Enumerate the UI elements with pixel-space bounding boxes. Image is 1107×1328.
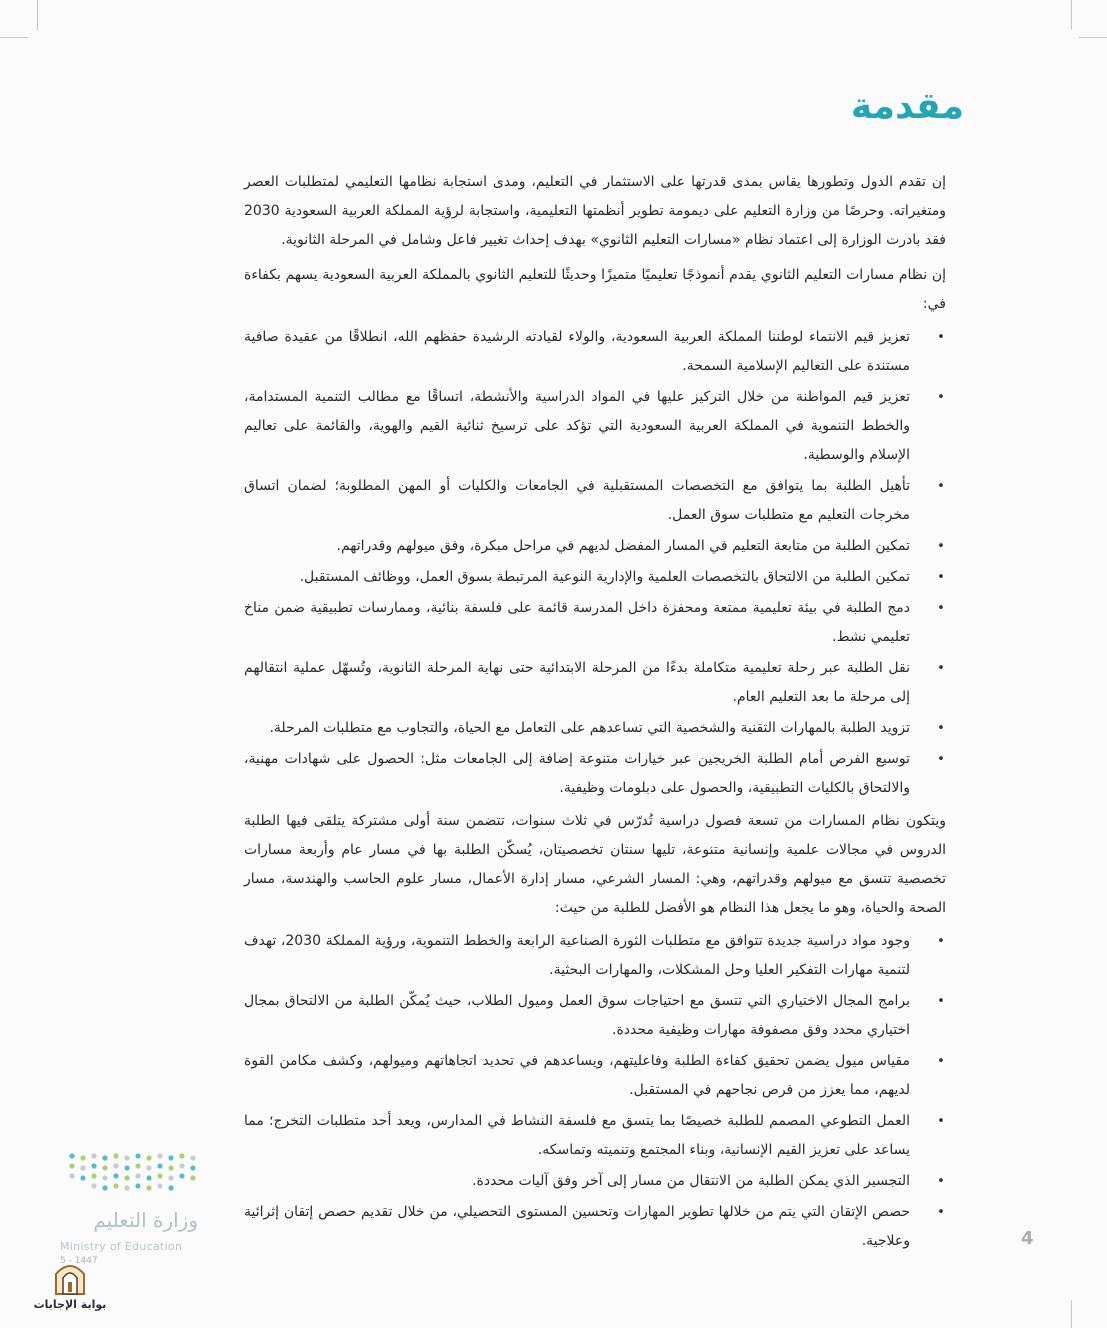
crop-mark xyxy=(37,0,38,30)
intro-paragraph: إن نظام مسارات التعليم الثانوي يقدم أنموذجًا تعليميًا متميزًا وحديثًا للتعليم الثانوي بالمملكة العربية السعودية يسهم بكفاءة في: xyxy=(244,267,946,312)
advantage-item xyxy=(244,1198,946,1256)
advantage-item-text: مقياس ميول يضمن تحقيق كفاءة الطلبة وفاعليتهم، ويساعدهم في تحديد اتجاهاتهم وميولهم، وكشف مكامن القوة لديهم، مما يعزز من فرص نجاحهم في المستقبل. xyxy=(244,1053,910,1098)
page-title: مقدمة xyxy=(850,86,964,127)
ministry-name-ar: وزارة التعليم xyxy=(93,1208,198,1232)
bullet-icon: • xyxy=(937,390,945,405)
crop-mark xyxy=(1079,37,1107,38)
crop-mark xyxy=(1071,1300,1072,1328)
goal-item-text: نقل الطلبة عبر رحلة تعليمية متكاملة بدءًا من المرحلة الابتدائية حتى نهاية المرحلة الثانوية، وتُسهّل عملية انتقالهم إلى مرحلة ما بعد التعليم العام. xyxy=(244,660,910,705)
goal-item xyxy=(244,323,946,381)
goal-item xyxy=(244,654,946,712)
structure-paragraph: ويتكون نظام المسارات من تسعة فصول دراسية تُدرّس في ثلاث سنوات، تتضمن سنة أولى مشتركة يتلقى فيها الطلبة الدروس في مجالات علمية وإنسانية متنوعة، تليها سنتان تخصصيتان، يُسكّن الطلبة بها في مسار عام وأربعة مسارات تخصصية تتسق مع ميولهم وقدراتهم، وهي: المسار الشرعي، مسار إدارة الأعمال، مسار علوم الحاسب والهندسة، مسار الصحة والحياة، وهو ما يجعل هذا النظام هو الأفضل للطلبة من حيث: xyxy=(244,813,946,916)
goals-list xyxy=(244,323,946,803)
bullet-icon: • xyxy=(937,570,945,585)
goal-item xyxy=(244,745,946,803)
bullet-icon: • xyxy=(937,994,945,1009)
goal-item-text: تأهيل الطلبة بما يتوافق مع التخصصات المستقبلية في الجامعات والكليات أو المهن المطلوبة؛ لضمان اتساق مخرجات التعليم مع متطلبات سوق العمل. xyxy=(244,478,910,523)
page-number: 4 xyxy=(1021,1228,1034,1249)
goal-item xyxy=(244,594,946,652)
bullet-icon: • xyxy=(937,330,945,345)
goal-item xyxy=(244,472,946,530)
goal-item xyxy=(244,532,946,561)
bullet-icon: • xyxy=(937,934,945,949)
bullet-icon: • xyxy=(937,479,945,494)
goal-item xyxy=(244,714,946,743)
edition-year: 5 - 1447 xyxy=(60,1256,98,1266)
advantage-item-text: العمل التطوعي المصمم للطلبة خصيصًا بما يتسق مع فلسفة النشاط في المدارس، ويعد أحد متطلبات التخرج؛ مما يساعد على تعزيز القيم الإنسانية، وبناء المجتمع وتنميته وتماسكه. xyxy=(244,1113,910,1158)
goal-item xyxy=(244,563,946,592)
bullet-icon: • xyxy=(937,752,945,767)
goal-item-text: تعزيز قيم الانتماء لوطننا المملكة العربية السعودية، والولاء لقيادته الرشيدة حفظهم الله، انطلاقًا من عقيدة صافية مستندة على التعاليم الإسلامية السمحة. xyxy=(244,329,910,374)
bullet-icon: • xyxy=(937,1174,945,1189)
bullet-icon: • xyxy=(937,721,945,736)
goal-item-text: تمكين الطلبة من الالتحاق بالتخصصات العلمية والإدارية النوعية المرتبطة بسوق العمل، ووظائف المستقبل. xyxy=(299,569,910,585)
goal-item-text: تزويد الطلبة بالمهارات التقنية والشخصية التي تساعدهم على التعامل مع الحياة، والتجاوب مع متطلبات المرحلة. xyxy=(269,720,910,736)
ministry-logo xyxy=(58,1150,198,1260)
goal-item-text: تمكين الطلبة من متابعة التعليم في المسار المفضل لديهم في مراحل مبكرة، وفق ميولهم وقدراتهم. xyxy=(336,538,910,554)
mosque-icon xyxy=(50,1256,90,1296)
advantage-item-text: حصص الإتقان التي يتم من خلالها تطوير المهارات وتحسين المستوى التحصيلي، من خلال تقديم حصص إتقان إثرائية وعلاجية. xyxy=(244,1204,910,1249)
portal-label: بوابة الإجابات xyxy=(33,1298,107,1311)
intro-paragraph: إن تقدم الدول وتطورها يقاس بمدى قدرتها على الاستثمار في التعليم، ومدى استجابة نظامها التعليمي لمتطلبات العصر ومتغيراته. وحرصًا من وزارة التعليم على ديمومة تطوير أنظمتها التعليمية، واستجابة لرؤية المملكة العربية السعودية 2030 فقد بادرت الوزارة إلى اعتماد نظام «مسارات التعليم الثانوي» بهدف إحداث تغيير فاعل وشامل في المرحلة الثانوية. xyxy=(244,174,946,248)
advantage-item-text: التجسير الذي يمكن الطلبة من الانتقال من مسار إلى آخر وفق آليات محددة. xyxy=(472,1173,910,1189)
goal-item-text: تعزيز قيم المواطنة من خلال التركيز عليها في المواد الدراسية والأنشطة، اتساقًا مع مطالب التنمية المستدامة، والخطط التنموية في المملكة العربية السعودية التي تؤكد على ترسيخ ثنائية القيم والهوية، والقائمة على تعاليم الإسلام والوسطية. xyxy=(244,389,910,463)
bullet-icon: • xyxy=(937,1054,945,1069)
crop-mark xyxy=(1071,0,1072,30)
portal-badge xyxy=(28,1256,112,1320)
ministry-name-en: Ministry of Education xyxy=(60,1240,183,1253)
advantage-item-text: وجود مواد دراسية جديدة تتوافق مع متطلبات الثورة الصناعية الرابعة والخطط التنموية، ورؤية المملكة 2030، تهدف لتنمية مهارات التفكير العليا وحل المشكلات، والمهارات البحثية. xyxy=(244,933,910,978)
advantage-item xyxy=(244,1047,946,1105)
advantage-item xyxy=(244,1167,946,1196)
bullet-icon: • xyxy=(937,539,945,554)
advantage-item xyxy=(244,1107,946,1165)
goal-item-text: توسيع الفرص أمام الطلبة الخريجين عبر خيارات متنوعة إضافة إلى الجامعات مثل: الحصول على شهادات مهنية، والالتحاق بالكليات التطبيقية، والحصول على دبلومات وظيفية. xyxy=(244,751,910,796)
bullet-icon: • xyxy=(937,1205,945,1220)
goal-item-text: دمج الطلبة في بيئة تعليمية ممتعة ومحفزة داخل المدرسة قائمة على فلسفة بنائية، وممارسات تطبيقية ضمن مناخ تعليمي نشط. xyxy=(244,600,910,645)
advantage-item xyxy=(244,987,946,1045)
bullet-icon: • xyxy=(937,661,945,676)
advantages-list xyxy=(244,927,946,1256)
main-content xyxy=(244,168,946,1260)
bullet-icon: • xyxy=(937,601,945,616)
goal-item xyxy=(244,383,946,470)
bullet-icon: • xyxy=(937,1114,945,1129)
crop-mark xyxy=(0,37,28,38)
logo-dots-icon xyxy=(66,1150,198,1200)
advantage-item-text: برامج المجال الاختياري التي تتسق مع احتياجات سوق العمل وميول الطلاب، حيث يُمكّن الطلبة من الالتحاق بمجال اختياري محدد وفق مصفوفة مهارات وظيفية محددة. xyxy=(244,993,910,1038)
advantage-item xyxy=(244,927,946,985)
